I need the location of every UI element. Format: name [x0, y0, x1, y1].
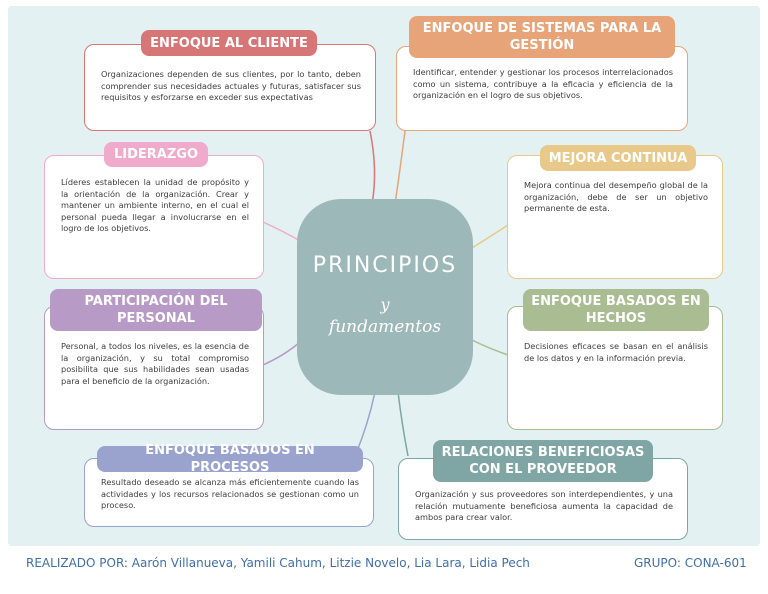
central-node [297, 199, 473, 395]
card-mejora-continua-text: Mejora continua del desempeño global de la organización, debe de ser un objetivo permanente de esta. [524, 180, 708, 213]
title-enfoque-hechos: ENFOQUE BASADOS EN HECHOS [523, 289, 709, 331]
card-participacion-personal-text: Personal, a todos los niveles, es la esencia de la organización, y su total compromiso posibilita que sus habilidades sean usadas para el beneficio de la organización. [61, 341, 249, 386]
card-enfoque-sistemas-text: Identificar, entender y gestionar los procesos interrelacionados como un sistema, contribuye a la eficacia y eficiencia de la organización en el logro de sus objetivos. [413, 67, 673, 100]
card-liderazgo-text: Líderes establecen la unidad de propósito y la orientación de la organización. Crear y mantener un ambiente interno, en el cual el personal pueda llegar a involucrarse en el logro de los objetivos. [61, 177, 249, 233]
title-participacion-personal: PARTICIPACIÓN DEL PERSONAL [50, 289, 262, 331]
connector-hechos [472, 340, 508, 355]
connector-proveedor [398, 392, 408, 456]
card-enfoque-cliente-text: Organizaciones dependen de sus clientes, por lo tanto, deben comprender sus necesidades actuales y futuras, satisfacer sus requisitos y esforzarse en exceder sus expectativas [101, 69, 361, 102]
card-enfoque-procesos-text: Resultado deseado se alcanza más eficientemente cuando las actividades y los recursos relacionados se gestionan como un proceso. [101, 477, 359, 510]
connector-cliente [370, 131, 375, 204]
card-liderazgo [44, 155, 264, 279]
connector-participacion [263, 342, 300, 365]
title-relaciones-proveedor: RELACIONES BENEFICIOSAS CON EL PROVEEDOR [433, 440, 653, 482]
central-title: PRINCIPIOS [312, 253, 458, 278]
card-enfoque-cliente [84, 44, 376, 131]
card-relaciones-proveedor-text: Organización y sus proveedores son interdependientes, y una relación mutuamente beneficiosa aumenta la capacidad de ambos para crear valor. [415, 489, 673, 522]
title-enfoque-cliente: ENFOQUE AL CLIENTE [141, 30, 317, 56]
footer-group: GRUPO: CONA-601 [634, 556, 747, 570]
title-enfoque-procesos: ENFOQUE BASADOS EN PROCESOS [97, 446, 363, 472]
card-mejora-continua [507, 155, 723, 279]
title-liderazgo: LIDERAZGO [104, 142, 208, 167]
connector-sistemas [395, 131, 405, 204]
title-mejora-continua: MEJORA CONTINUA [540, 145, 696, 171]
connector-mejora [472, 225, 508, 248]
central-subtitle-fundamentos: fundamentos [328, 317, 442, 337]
central-subtitle-y: y [380, 295, 390, 314]
card-enfoque-hechos-text: Decisiones eficaces se basan en el análisis de los datos y en la información previa. [524, 341, 708, 363]
footer-authors: REALIZADO POR: Aarón Villanueva, Yamili Cahum, Litzie Novelo, Lia Lara, Lidia Pech [26, 556, 530, 570]
title-enfoque-sistemas: ENFOQUE DE SISTEMAS PARA LA GESTIÓN [409, 16, 675, 58]
card-enfoque-sistemas [396, 46, 688, 131]
